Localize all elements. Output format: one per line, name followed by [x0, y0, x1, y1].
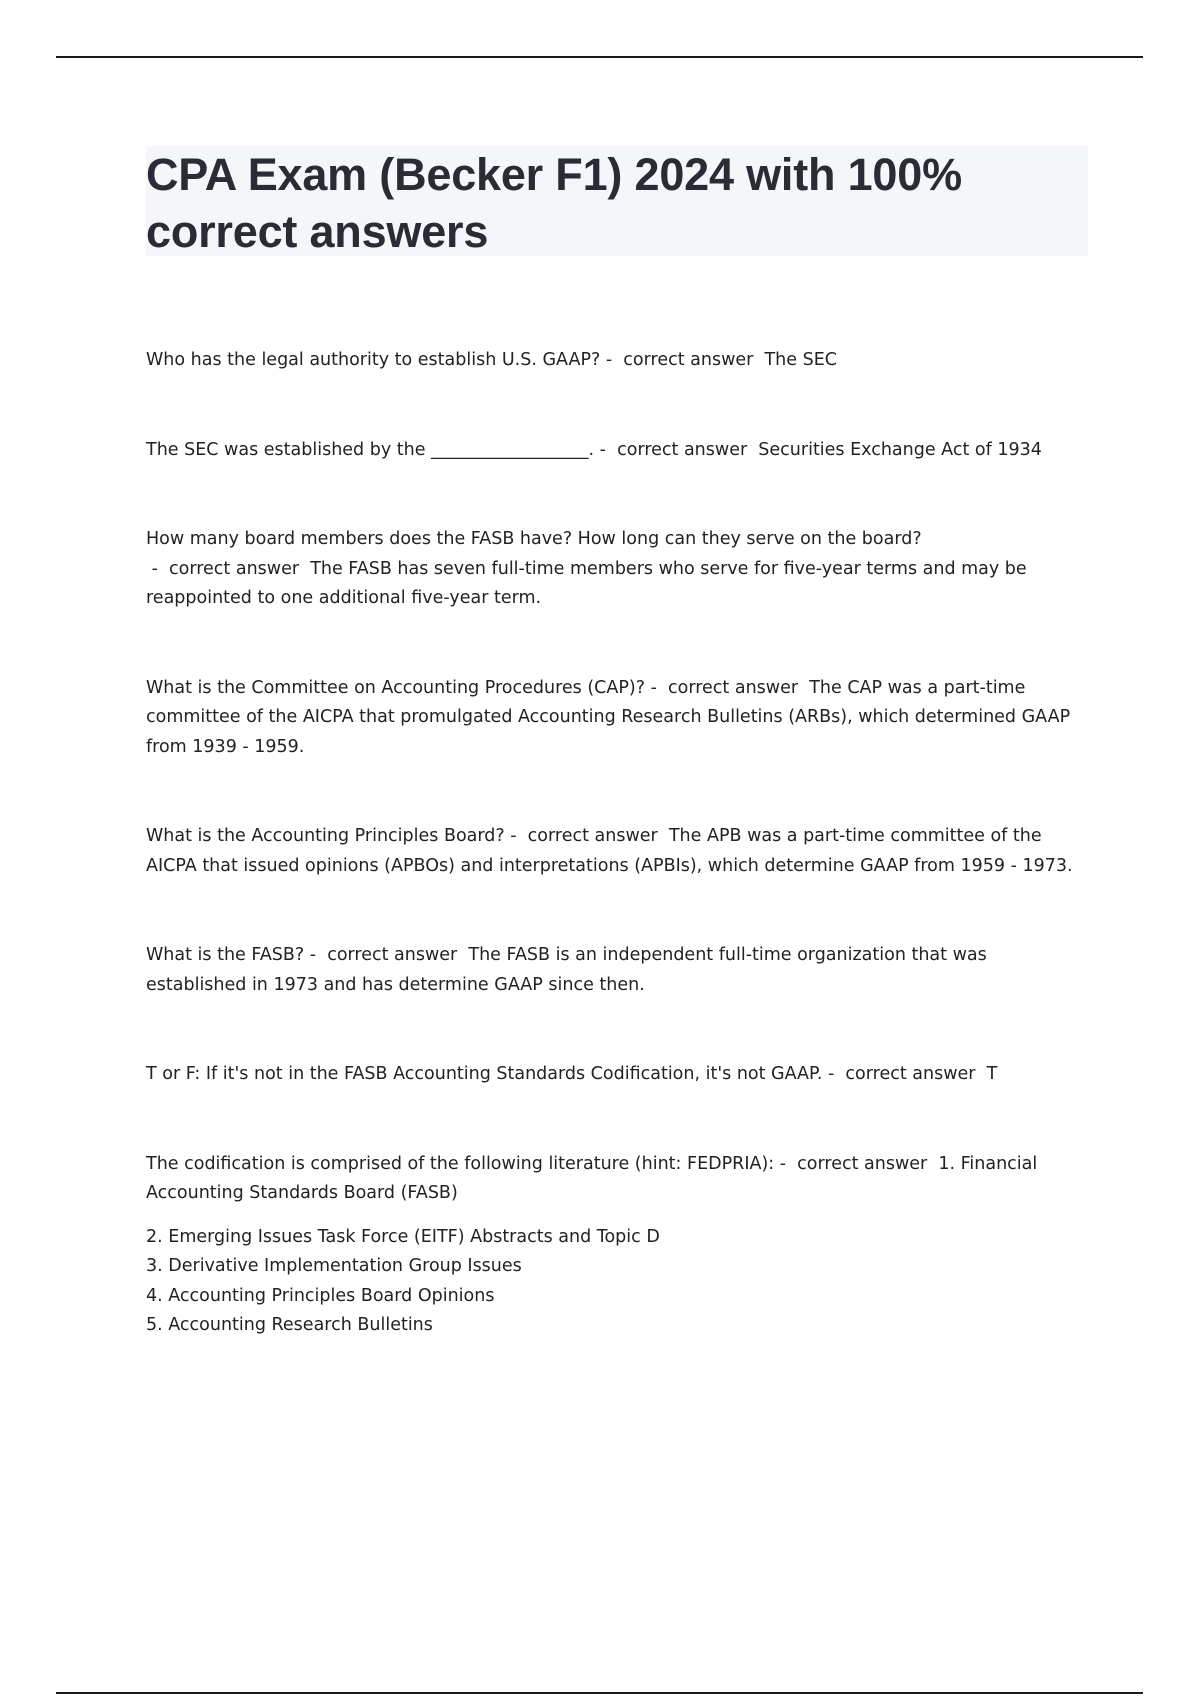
- qa-text: [146, 346, 1086, 376]
- literature-list: [146, 1223, 1086, 1341]
- title-block: [146, 146, 1088, 256]
- answer: Securities Exchange Act of 1934: [758, 439, 1042, 460]
- qa-text: [146, 674, 1086, 763]
- qa-list: [146, 346, 1086, 1401]
- answer-separator: - correct answer: [146, 558, 311, 579]
- qa-text: [146, 1060, 1086, 1090]
- answer-separator: - correct answer: [822, 1064, 987, 1084]
- qa-item: [146, 941, 1086, 1000]
- qa-item: [146, 346, 1086, 376]
- answer-separator: - correct answer: [504, 826, 669, 846]
- answer: 1. Financial Accounting Standards Board (FASB): [146, 1153, 1038, 1203]
- question: What is the Committee on Accounting Procedures (CAP)?: [146, 677, 646, 698]
- question: The codification is comprised of the following literature (hint: FEDPRIA):: [146, 1153, 775, 1174]
- list-item: 2. Emerging Issues Task Force (EITF) Abstracts and Topic D: [146, 1226, 660, 1247]
- list-item: 3. Derivative Implementation Group Issues: [146, 1256, 522, 1276]
- question: What is the FASB?: [146, 945, 305, 965]
- qa-item: [146, 436, 1086, 466]
- answer-separator: - correct answer: [774, 1153, 939, 1174]
- question: What is the Accounting Principles Board?: [146, 826, 505, 846]
- answer-separator: - correct answer: [304, 945, 469, 965]
- answer: The CAP was a part-time committee of the AICPA that promulgated Accounting Research Bulletins (ARBs), which determined GAAP from 1939 - 1959.: [146, 677, 1071, 757]
- answer: The APB was a part-time committee of the AICPA that issued opinions (APBOs) and interpretations (APBIs), which determine GAAP from 1959 - 1973.: [146, 826, 1073, 876]
- qa-item: [146, 822, 1086, 881]
- qa-text: [146, 436, 1086, 466]
- list-item: 4. Accounting Principles Board Opinions: [146, 1285, 495, 1306]
- qa-item: [146, 674, 1086, 763]
- qa-text: [146, 941, 1086, 1000]
- top-rule: [56, 56, 1143, 58]
- question: The SEC was established by the __________________.: [146, 439, 595, 460]
- answer: The SEC: [764, 350, 837, 370]
- qa-text: [146, 525, 1086, 614]
- qa-text: [146, 1150, 1086, 1209]
- answer-separator: - correct answer: [645, 677, 810, 698]
- answer: T: [986, 1064, 998, 1084]
- answer: The FASB has seven full-time members who serve for five-year terms and may be reappointed to one additional five-year term.: [146, 558, 1027, 608]
- bottom-rule: [56, 1692, 1143, 1694]
- qa-item: [146, 525, 1086, 614]
- page-title: CPA Exam (Becker F1) 2024 with 100% correct answers: [146, 149, 962, 257]
- question: T or F: If it's not in the FASB Accounting Standards Codification, it's not GAAP.: [146, 1064, 823, 1084]
- qa-text: [146, 822, 1086, 881]
- answer-separator: - correct answer: [594, 439, 759, 460]
- question: How many board members does the FASB have? How long can they serve on the board?: [146, 529, 922, 549]
- qa-item: [146, 1060, 1086, 1090]
- qa-item: [146, 1150, 1086, 1341]
- answer: The FASB is an independent full-time organization that was established in 1973 and has determine GAAP since then.: [146, 945, 987, 995]
- list-item: 5. Accounting Research Bulletins: [146, 1315, 433, 1335]
- answer-separator: - correct answer: [600, 350, 765, 370]
- question: Who has the legal authority to establish U.S. GAAP?: [146, 350, 601, 370]
